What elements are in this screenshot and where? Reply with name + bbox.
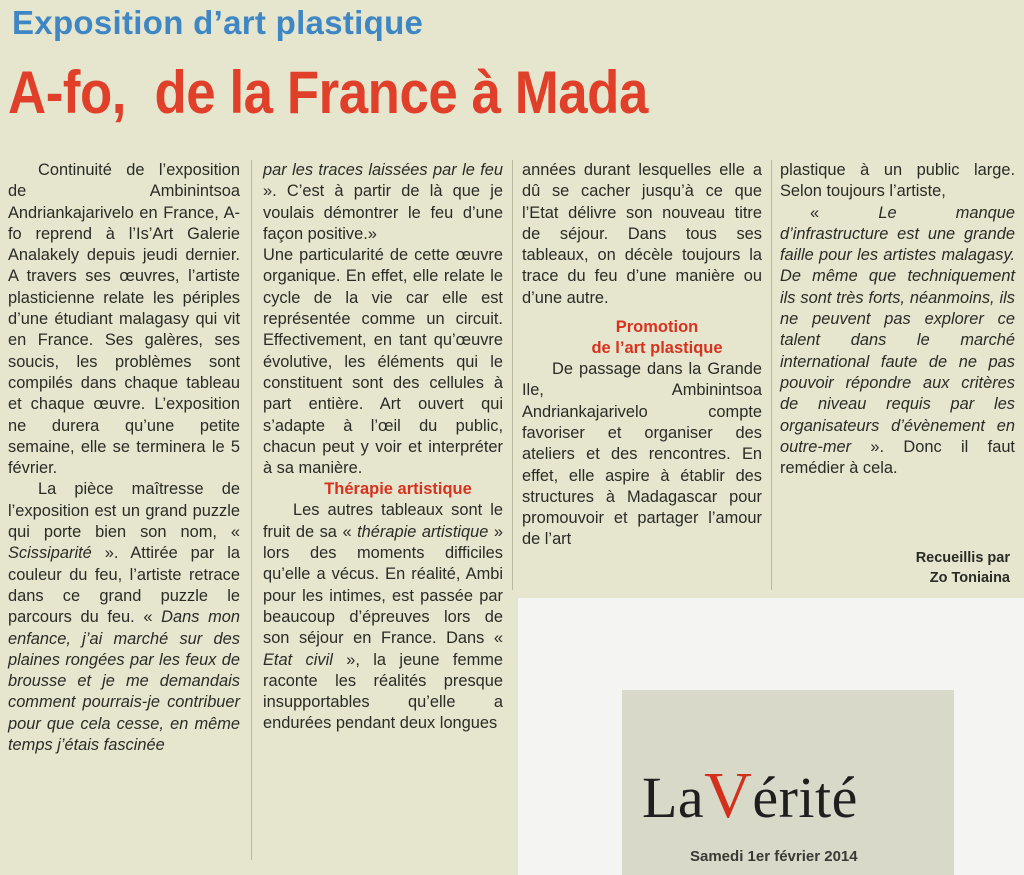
paragraph: Continuité de l’exposition de Ambinintsoa Andriankajarivelo en France, A-fo reprend à l’Is’Art Galerie Analakely depuis jeudi dernier. A travers ses œuvres, l’artiste plasticienne relate les périples d’une étudiant malagasy qui vit en France. Ses galères, ses soucis, les problèmes sont compilés dans chaque tableau et chaque œuvre. L’exposition ne durera qu’une petite semaine, elle se terminera le 5 février.: [8, 161, 240, 478]
quote: par les traces laissées par le feu: [263, 161, 503, 179]
article-column-4: [780, 160, 1015, 479]
publication-date: Samedi 1er février 2014: [690, 848, 858, 865]
emphasis: thérapie artistique: [357, 522, 489, 541]
headline: A-fo, de la France à Mada: [8, 59, 648, 126]
article-column-3: [522, 160, 762, 551]
artwork-title: Etat civil: [263, 650, 333, 669]
paragraph: Une particularité de cette œuvre organique. En effet, elle relate le cycle de la vie car elle est représentée comme un circuit. Effectivement, en tant qu’œuvre évolutive, les éléments qui le constituent sont des cellules à part entière. Art ouvert qui s’adapte à l’œil du public, chacun peut y voir et interpréter à sa manière.: [263, 246, 503, 478]
paragraph: plastique à un public large. Selon toujours l’artiste,: [780, 161, 1015, 201]
article-column-2: [263, 160, 503, 735]
text-run: ». Attirée par la couleur du feu, l’artiste retrace dans ce grand puzzle le parcours du feu. «: [8, 544, 240, 627]
text-run: » lors des moments difficiles qu’elle a vécus. En réalité, Ambi pour les intimes, est passée par beaucoup d’épreuves lors de son séjour en France. Dans «: [263, 522, 504, 648]
logo-accent-letter: V: [704, 759, 753, 832]
newspaper-logo: [642, 758, 858, 834]
text-run: », la jeune femme raconte les réalités presque insupportables qu’elle a endurées pendant deux longues: [263, 650, 503, 733]
byline-author: Zo Toniaina: [929, 570, 1010, 586]
text-run: «: [810, 203, 879, 222]
text-run: ». C’est à partir de là que je voulais démontrer le feu d’une façon positive.»: [263, 182, 503, 243]
column-divider: [251, 160, 252, 860]
kicker-title: Exposition d’art plastique: [12, 4, 424, 41]
artwork-title: Scissiparité: [8, 544, 92, 563]
subheading: Thérapie artistique: [324, 480, 472, 499]
column-divider: [512, 160, 513, 590]
subheading: de l’art plastique: [591, 339, 723, 358]
article-column-1: [8, 160, 240, 756]
paragraph: [263, 160, 503, 245]
logo-text: érité: [752, 765, 858, 830]
paragraph: [8, 479, 240, 756]
logo-text: La: [642, 765, 705, 830]
quote: Dans mon enfance, j’ai marché sur des plaines rongées par les feux de brousse et je me demandais comment pourrais-je contribuer pour que cela cesse, en même temps j’étais fascinée: [8, 608, 240, 755]
paragraph: [263, 500, 503, 734]
paragraph: De passage dans la Grande Ile, Ambinintsoa Andriankajarivelo compte favoriser et organiser des ateliers et des rencontres. En effet, elle aspire à établir des structures à Madagascar pour promouvoir et partager l’amour de l’art: [522, 360, 762, 549]
byline-label: Recueillis par: [915, 550, 1010, 566]
byline: [916, 548, 1010, 588]
text-run: Les autres tableaux sont le fruit de sa «: [263, 501, 503, 541]
column-divider: [771, 160, 772, 590]
text-run: ». Donc il faut remédier à cela.: [780, 437, 1015, 478]
paragraph: années durant lesquelles elle a dû se cacher jusqu’à ce que l’Etat délivre son nouveau titre de séjour. Dans tous ses tableaux, on décèle toujours la trace du feu d’une manière ou d’une autre.: [522, 161, 762, 307]
text-run: La pièce maîtresse de l’exposition est un grand puzzle qui porte bien son nom, «: [8, 480, 240, 542]
subheading: Promotion: [615, 318, 699, 337]
paragraph: [780, 203, 1015, 480]
quote: Le manque d’infrastructure est une grande faille pour les artistes malagasy. De même que techniquement ils sont très forts, néanmoins, ils ne peuvent pas explorer ce talent dans le marché international faute de ne pas pouvoir répondre aux critères de niveau requis par les organisateurs d’évènement en outre-mer: [780, 203, 1015, 456]
